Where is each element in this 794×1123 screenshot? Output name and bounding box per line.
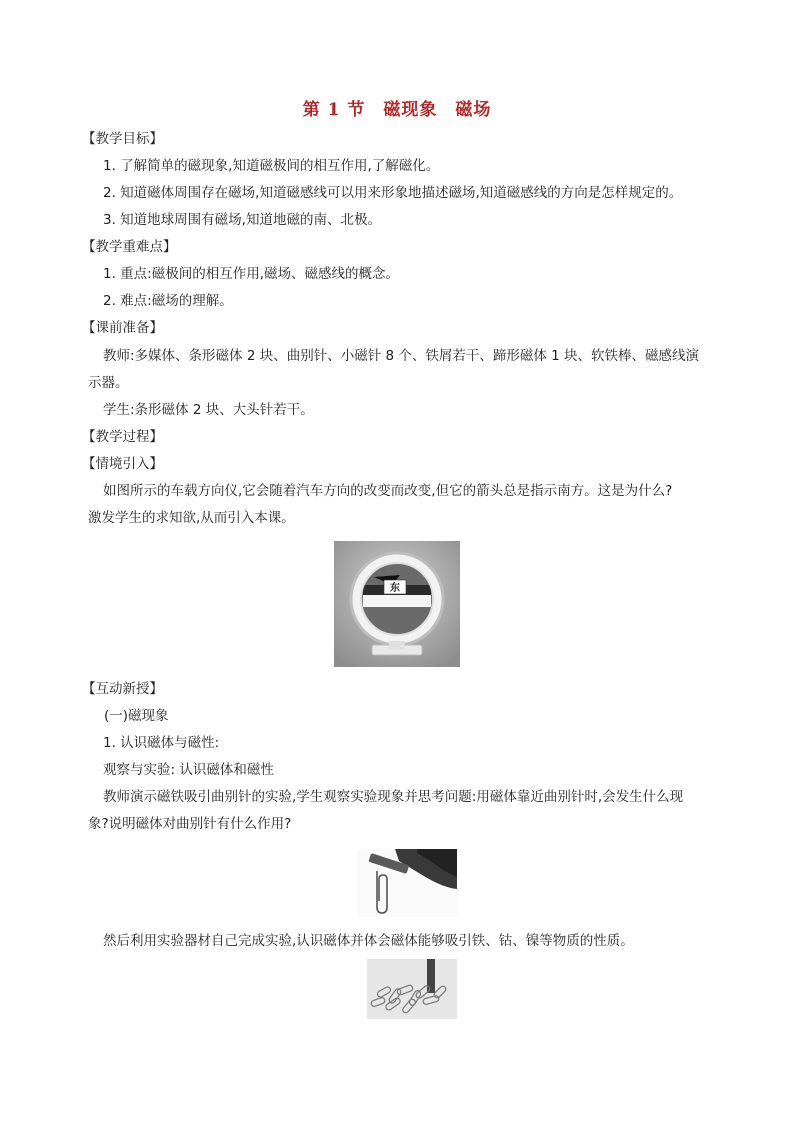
process-heading: 【教学过程】 [82,429,163,445]
then-line: 然后利用实验器材自己完成实验,认识磁体并体会磁体能够吸引铁、钴、镍等物质的性质。 [103,933,634,949]
prep-student: 学生:条形磁体 2 块、大头针若干。 [103,402,314,418]
subsection-1: (一)磁现象 [104,708,169,724]
observe-line: 观察与实验: 认识磁体和磁性 [103,762,274,778]
prep-heading: 【课前准备】 [82,320,163,336]
key-1: 1. 重点:磁极间的相互作用,磁场、磁感线的概念。 [103,266,400,282]
demo-line1: 教师演示磁铁吸引曲别针的实验,学生观察实验现象并思考问题:用磁体靠近曲别针时,会发生什么现 [103,789,684,805]
sub1-item1: 1. 认识磁体与磁性: [103,735,220,751]
goals-heading: 【教学目标】 [82,131,163,147]
paperclips-pile-photo [367,959,457,1019]
goal-1: 1. 了解简单的磁现象,知道磁极间的相互作用,了解磁化。 [103,158,440,174]
intro-heading: 【情境引入】 [82,456,163,472]
prep-teacher-line2: 示器。 [88,375,129,391]
key-heading: 【教学重难点】 [82,239,177,255]
key-2: 2. 难点:磁场的理解。 [103,293,233,309]
goal-3: 3. 知道地球周围有磁场,知道地磁的南、北极。 [103,212,381,228]
prep-teacher-line1: 教师:多媒体、条形磁体 2 块、曲别针、小磁针 8 个、铁屑若干、蹄形磁体 1 块、软铁棒、磁感线演 [103,348,700,364]
demo-line2: 象?说明磁体对曲别针有什么作用? [88,816,292,832]
compass-dial-label: 东 [390,583,400,594]
magnet-paperclip-photo [357,849,457,917]
intro-line2: 激发学生的求知欲,从而引入本课。 [88,510,295,526]
page-title: 第 1 节 磁现象 磁场 [302,100,492,120]
intro-line1: 如图所示的车载方向仪,它会随着汽车方向的改变而改变,但它的箭头总是指示南方。这是为什么? [103,483,673,499]
goal-2: 2. 知道磁体周围存在磁场,知道磁感线可以用来形象地描述磁场,知道磁感线的方向是怎样规定的。 [103,185,683,201]
new-heading: 【互动新授】 [82,681,163,697]
car-compass-photo [334,541,460,667]
